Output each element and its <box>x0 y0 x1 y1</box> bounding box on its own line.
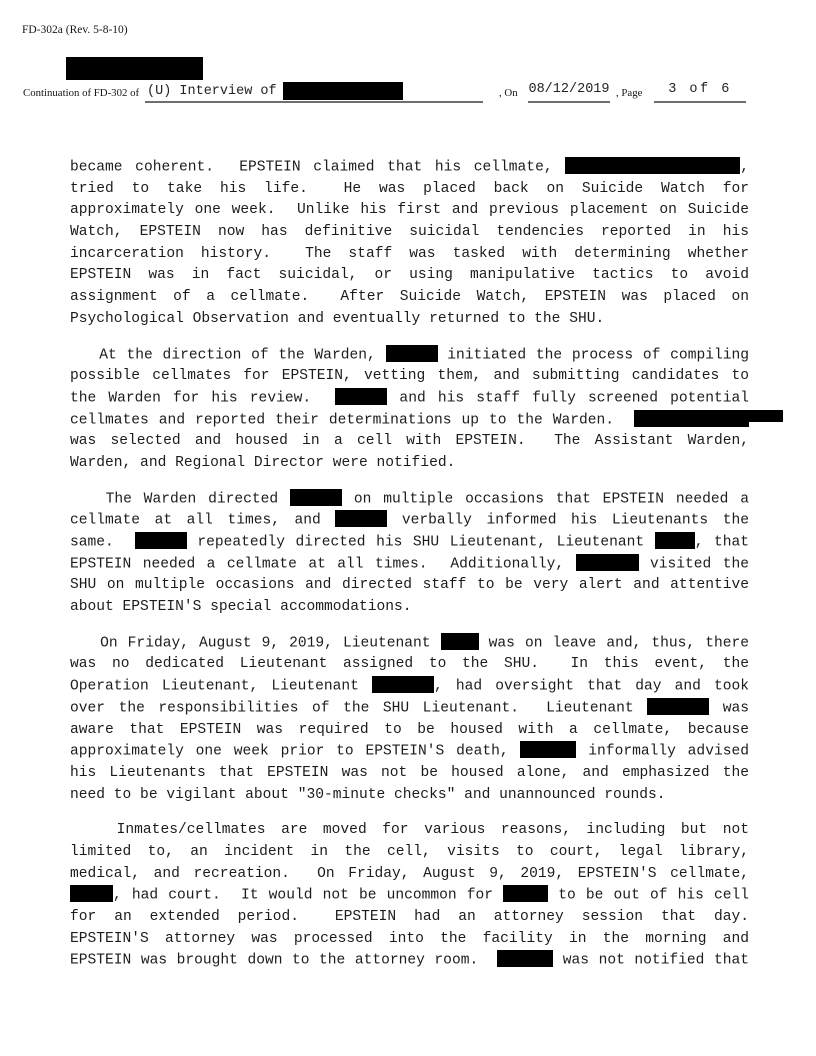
paragraph <box>70 489 749 619</box>
text-line: EPSTEIN was in fact suicidal, or using manipulative tactics to avoid <box>70 267 749 284</box>
text-line: need to be vigilant about "30-minute checks" and unannounced rounds. <box>70 786 666 803</box>
redaction-bar <box>290 489 342 506</box>
text-line: approximately one week. Unlike his first and previous placement on Suicide <box>70 202 749 219</box>
redaction-bar <box>372 676 434 693</box>
redaction-bar <box>70 885 113 902</box>
text-line: On Friday, August 9, 2019, Lieutenant was on leave and, thus, there <box>70 633 749 655</box>
text-line: his Lieutenants that EPSTEIN was not be housed alone, and emphasized the <box>70 764 749 781</box>
form-number: FD-302a (Rev. 5-8-10) <box>22 24 128 36</box>
interview-prefix: (U) Interview of <box>147 84 277 99</box>
redaction-bar <box>565 157 740 174</box>
text-line: over the responsibilities of the SHU Lieutenant. Lieutenant was <box>70 698 749 720</box>
paragraph <box>70 345 749 475</box>
date-field <box>528 79 610 103</box>
text-line: approximately one week prior to EPSTEIN'S death, informally advised <box>70 741 749 763</box>
text-line: At the direction of the Warden, initiated the process of compiling <box>70 345 749 367</box>
redaction-bar <box>503 885 548 902</box>
text-line: was selected and housed in a cell with EPSTEIN. The Assistant Warden, <box>70 433 749 450</box>
text-line: same. repeatedly directed his SHU Lieutenant, Lieutenant , that <box>70 532 749 554</box>
text-line: EPSTEIN was brought down to the attorney room. was not notified that <box>70 950 749 972</box>
text-line: Watch, EPSTEIN now has definitive suicidal tendencies reported in his <box>70 224 749 241</box>
text-line: incarceration history. The staff was tasked with determining whether <box>70 245 749 262</box>
text-line: EPSTEIN needed a cellmate at all times. Additionally, visited the <box>70 554 749 576</box>
text-line: limited to, an incident in the cell, visits to court, legal library, <box>70 843 749 860</box>
text-line: Operation Lieutenant, Lieutenant , had oversight that day and took <box>70 676 749 698</box>
text-line: EPSTEIN'S attorney was processed into the facility in the morning and <box>70 930 749 947</box>
text-line: aware that EPSTEIN was required to be housed with a cellmate, because <box>70 721 749 738</box>
date-value: 08/12/2019 <box>528 82 610 97</box>
text-line: about EPSTEIN'S special accommodations. <box>70 599 412 616</box>
page-field <box>654 79 746 103</box>
redaction-bar <box>497 950 553 967</box>
redaction-bar <box>634 410 749 427</box>
redaction-bar <box>335 388 387 405</box>
text-line: cellmates and reported their determinations up to the Warden. <box>70 410 749 432</box>
redaction-bar-extension <box>749 410 783 422</box>
redaction-bar <box>441 633 479 650</box>
paragraph <box>70 157 749 331</box>
redaction-bar <box>576 554 639 571</box>
text-line: tried to take his life. He was placed back on Suicide Watch for <box>70 180 749 197</box>
text-line: The Warden directed on multiple occasions that EPSTEIN needed a <box>70 489 749 511</box>
text-line: possible cellmates for EPSTEIN, vetting them, and submitting candidates to <box>70 368 749 385</box>
text-line: cellmate at all times, and verbally informed his Lieutenants the <box>70 510 749 532</box>
text-line: Inmates/cellmates are moved for various reasons, including but not <box>70 822 749 839</box>
document-body <box>70 157 749 986</box>
text-line: the Warden for his review. and his staff fully screened potential <box>70 388 749 410</box>
paragraph <box>70 633 749 807</box>
text-line: Psychological Observation and eventually returned to the SHU. <box>70 310 605 327</box>
text-line: medical, and recreation. On Friday, August 9, 2019, EPSTEIN'S cellmate, <box>70 865 749 882</box>
redaction-bar <box>386 345 438 362</box>
redaction-bar <box>335 510 387 527</box>
text-line: SHU on multiple occasions and directed staff to be very alert and attentive <box>70 577 749 594</box>
continuation-label: Continuation of FD-302 of <box>23 87 140 99</box>
on-label: , On <box>499 87 518 99</box>
text-line: assignment of a cellmate. After Suicide Watch, EPSTEIN was placed on <box>70 289 749 306</box>
page-label: , Page <box>616 87 643 99</box>
redaction-bar <box>647 698 709 715</box>
text-line: became coherent. EPSTEIN claimed that his cellmate, , <box>70 157 749 179</box>
redaction-bar <box>655 532 695 549</box>
text-line: Warden, and Regional Director were notified. <box>70 454 456 471</box>
text-line: was no dedicated Lieutenant assigned to the SHU. In this event, the <box>70 656 749 673</box>
header-redaction-bar <box>66 57 203 80</box>
redaction-bar <box>135 532 187 549</box>
text-line: for an extended period. EPSTEIN had an attorney session that day. <box>70 909 749 925</box>
paragraph <box>70 820 749 972</box>
interview-redaction-bar <box>283 82 403 100</box>
text-line: , had court. It would not be uncommon for to be out of his cell <box>70 885 749 907</box>
page-value: 3 of 6 <box>668 82 732 97</box>
interview-field <box>145 79 483 103</box>
redaction-bar <box>520 741 576 758</box>
